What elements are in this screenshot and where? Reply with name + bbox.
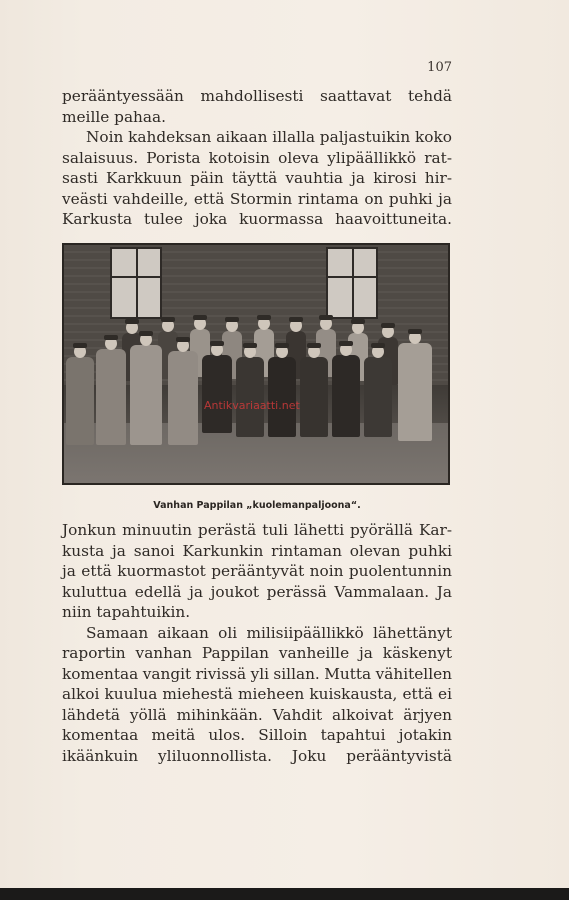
text-line: raportin vanhan Pappilan vanheille ja käskenyt	[62, 644, 452, 662]
photo-person	[332, 343, 360, 437]
text-line: veästi vahdeille, että Stormin rintama on puhki ja	[62, 189, 452, 208]
photo-person	[268, 345, 296, 437]
text-line: lähdetä yöllä mihinkään. Vahdit alkoivat ärjyen	[62, 705, 452, 724]
bottom-paragraphs	[62, 520, 452, 766]
text-line: kusta ja sanoi Karkunkin rintaman olevan puhki	[62, 541, 452, 560]
text-line: ja että kuormastot perääntyvät noin puolentunnin	[62, 562, 452, 580]
photo-person	[300, 345, 328, 437]
text-line: perääntyessään mahdollisesti saattavat tehdä	[62, 87, 452, 105]
text-line: komentaa vangit rivissä yli sillan. Mutta vähitellen	[62, 664, 452, 683]
text-line: alkoi kuulua miehestä mieheen kuiskausta, että ei	[62, 685, 452, 703]
page-number: 107	[427, 60, 452, 75]
photo-caption: Vanhan Pappilan „kuolemanpaljoona“.	[153, 500, 361, 511]
text-line: Jonkun minuutin perästä tuli lähetti pyörällä Kar-	[62, 521, 452, 539]
photo-person	[364, 345, 392, 437]
group-photograph	[62, 243, 450, 485]
photo-person	[96, 337, 126, 445]
scan-bottom-edge	[0, 888, 569, 900]
photo-person	[168, 339, 198, 445]
photo-person	[66, 345, 94, 445]
photo-person	[130, 333, 162, 445]
text-line: komentaa meitä ulos. Silloin tapahtui jotakin	[62, 726, 452, 744]
text-line: kuluttua edellä ja joukot perässä Vammalaan. Ja	[62, 582, 452, 601]
text-line: ikäänkuin yliluonnollista. Joku perääntyvistä	[62, 746, 452, 765]
text-line: salaisuus. Porista kotoisin oleva ylipäällikkö rat-	[62, 148, 452, 167]
text-line: Samaan aikaan oli milisiipäällikkö lähettänyt	[86, 623, 452, 642]
photo-person	[398, 331, 432, 441]
photo-window-right	[326, 247, 378, 319]
photo-person	[236, 345, 264, 437]
photo-person	[202, 343, 232, 433]
text-line: niin tapahtuikin.	[62, 603, 191, 621]
top-paragraphs	[62, 86, 452, 230]
photo-watermark: Antikvariaatti.net	[204, 399, 300, 412]
text-line: sasti Karkkuun päin täyttä vauhtia ja kirosi hir-	[62, 169, 452, 187]
text-line: Karkusta tulee joka kuormassa haavoittuneita.	[62, 210, 452, 228]
text-line: meille pahaa.	[62, 107, 167, 126]
text-line: Noin kahdeksan aikaan illalla paljastuikin koko	[86, 128, 452, 146]
photo-window-left	[110, 247, 162, 319]
